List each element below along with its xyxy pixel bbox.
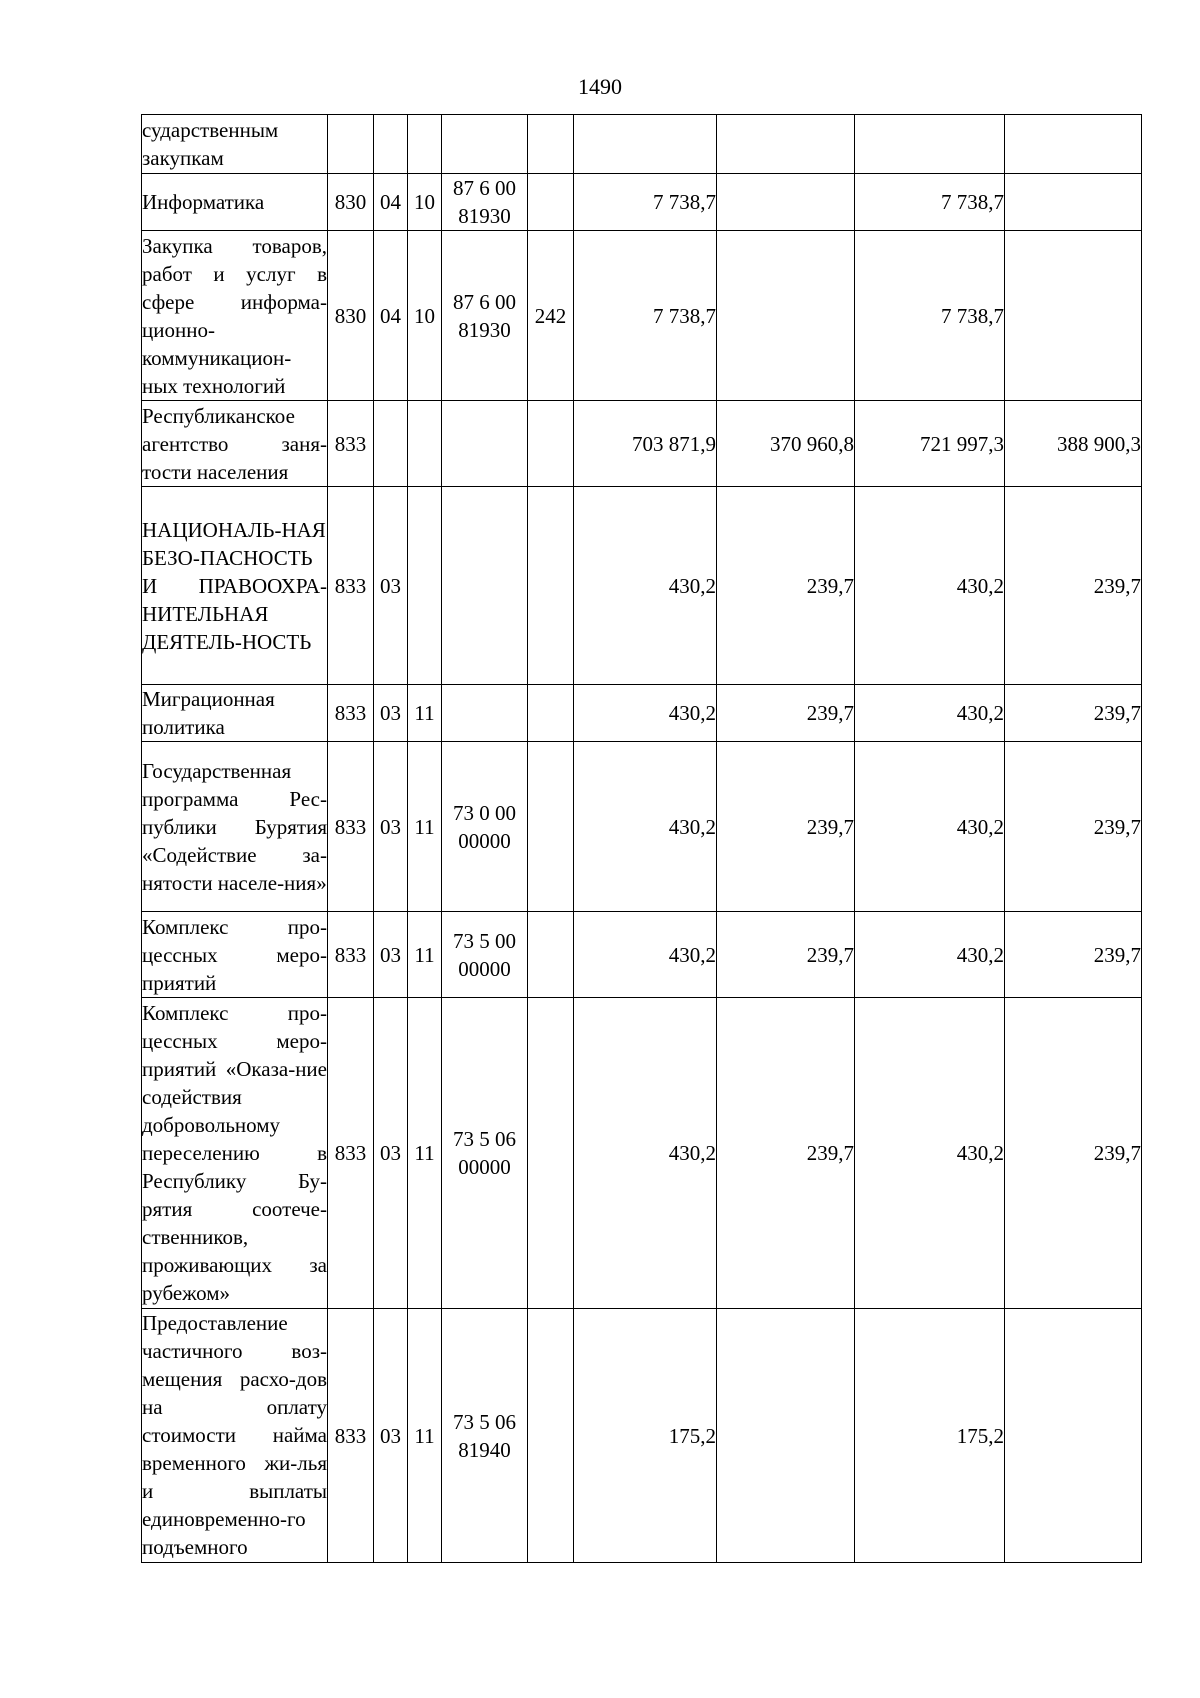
subsection-code-cell: 11 [408, 685, 442, 742]
expense-type-cell [528, 401, 574, 487]
item-name-cell: Республиканское агентство заня-тости населения [142, 401, 328, 487]
table-row [142, 115, 1142, 174]
subsection-code-cell [408, 487, 442, 685]
amount-cell-2: 239,7 [717, 998, 855, 1309]
expense-type-cell [528, 487, 574, 685]
ved-code-cell: 833 [328, 912, 374, 998]
section-code-cell: 03 [374, 742, 408, 912]
table-row [142, 742, 1142, 912]
expense-type-cell [528, 685, 574, 742]
section-code-cell: 03 [374, 1309, 408, 1563]
amount-cell-4: 239,7 [1005, 685, 1142, 742]
amount-cell-4 [1005, 231, 1142, 401]
target-article-line: 81930 [458, 204, 511, 228]
amount-cell-4: 239,7 [1005, 912, 1142, 998]
subsection-code-cell: 10 [408, 174, 442, 231]
ved-code-cell: 833 [328, 998, 374, 1309]
amount-cell-2 [717, 1309, 855, 1563]
target-article-line: 81930 [458, 317, 511, 342]
section-code-cell: 03 [374, 998, 408, 1309]
amount-cell-1: 7 738,7 [574, 231, 717, 401]
ved-code-cell [328, 115, 374, 174]
subsection-code-cell [408, 401, 442, 487]
amount-cell-3: 430,2 [855, 685, 1005, 742]
expense-type-cell [528, 115, 574, 174]
expense-type-cell [528, 174, 574, 231]
amount-cell-1: 430,2 [574, 685, 717, 742]
target-article-cell [442, 1309, 528, 1563]
item-name-cell: Информатика [142, 174, 328, 231]
target-article-cell [442, 231, 528, 401]
ved-code-cell: 833 [328, 487, 374, 685]
amount-cell-4: 239,7 [1005, 998, 1142, 1309]
ved-code-cell: 833 [328, 685, 374, 742]
amount-cell-3: 430,2 [855, 487, 1005, 685]
section-code-cell [374, 115, 408, 174]
amount-cell-3: 430,2 [855, 998, 1005, 1309]
ved-code-cell: 833 [328, 401, 374, 487]
section-code-cell: 04 [374, 231, 408, 401]
expense-type-cell [528, 1309, 574, 1563]
target-article-line: 87 6 00 [453, 176, 516, 200]
amount-cell-3: 7 738,7 [855, 231, 1005, 401]
amount-cell-1: 430,2 [574, 742, 717, 912]
target-article-line: 73 5 00 [453, 928, 516, 953]
amount-cell-2: 239,7 [717, 685, 855, 742]
table-row [142, 685, 1142, 742]
target-article-line: 00000 [458, 828, 511, 853]
amount-cell-3 [855, 115, 1005, 174]
target-article-line: 00000 [458, 956, 511, 981]
amount-cell-2: 239,7 [717, 742, 855, 912]
ved-code-cell: 830 [328, 231, 374, 401]
amount-cell-4 [1005, 174, 1142, 231]
item-name-cell: Комплекс про-цессных меро-приятий [142, 912, 328, 998]
table-row [142, 401, 1142, 487]
ved-code-cell: 833 [328, 742, 374, 912]
table-row [142, 174, 1142, 231]
section-code-cell [374, 401, 408, 487]
expense-type-cell [528, 998, 574, 1309]
amount-cell-1: 430,2 [574, 912, 717, 998]
amount-cell-3: 7 738,7 [855, 174, 1005, 231]
amount-cell-1 [574, 115, 717, 174]
item-name-cell: Закупка товаров, работ и услуг в сфере информа-ционно-коммуникацион-ных технологий [142, 231, 328, 401]
target-article-line: 73 0 00 [453, 800, 516, 825]
amount-cell-3: 175,2 [855, 1309, 1005, 1563]
table-body [142, 115, 1142, 1563]
ved-code-cell: 830 [328, 174, 374, 231]
amount-cell-1: 703 871,9 [574, 401, 717, 487]
table-row [142, 231, 1142, 401]
amount-cell-2 [717, 174, 855, 231]
amount-cell-3: 430,2 [855, 912, 1005, 998]
amount-cell-4 [1005, 115, 1142, 174]
amount-cell-2: 370 960,8 [717, 401, 855, 487]
amount-cell-3: 721 997,3 [855, 401, 1005, 487]
target-article-cell [442, 998, 528, 1309]
target-article-cell [442, 487, 528, 685]
amount-cell-1: 430,2 [574, 998, 717, 1309]
item-name-cell: Миграционная политика [142, 685, 328, 742]
subsection-code-cell: 11 [408, 742, 442, 912]
expense-type-cell: 242 [528, 231, 574, 401]
item-name-cell: Государственная программа Рес-публики Бурятия «Содействие за-нятости населе-ния» [142, 742, 328, 912]
table-row [142, 912, 1142, 998]
amount-cell-2: 239,7 [717, 487, 855, 685]
item-name-cell: Комплекс про-цессных меро-приятий «Оказа-ние содействия добровольному переселению в Республику Бу-рятия соотече-ственников, проживающих за рубежом» [142, 998, 328, 1309]
amount-cell-4: 388 900,3 [1005, 401, 1142, 487]
subsection-code-cell: 11 [408, 912, 442, 998]
subsection-code-cell: 11 [408, 998, 442, 1309]
section-code-cell: 03 [374, 685, 408, 742]
subsection-code-cell: 11 [408, 1309, 442, 1563]
item-name-cell: сударственным закупкам [142, 115, 328, 174]
amount-cell-4: 239,7 [1005, 742, 1142, 912]
section-code-cell: 04 [374, 174, 408, 231]
target-article-line: 73 5 06 [453, 1409, 516, 1434]
amount-cell-1: 175,2 [574, 1309, 717, 1563]
target-article-cell [442, 401, 528, 487]
table-row [142, 998, 1142, 1309]
table-row [142, 1309, 1142, 1563]
amount-cell-4 [1005, 1309, 1142, 1563]
amount-cell-4: 239,7 [1005, 487, 1142, 685]
amount-cell-2: 239,7 [717, 912, 855, 998]
target-article-cell [442, 115, 528, 174]
target-article-line: 87 6 00 [453, 289, 516, 314]
subsection-code-cell [408, 115, 442, 174]
subsection-code-cell: 10 [408, 231, 442, 401]
section-code-cell: 03 [374, 912, 408, 998]
target-article-cell [442, 742, 528, 912]
expense-type-cell [528, 742, 574, 912]
target-article-cell [442, 685, 528, 742]
amount-cell-1: 430,2 [574, 487, 717, 685]
target-article-cell [442, 174, 528, 231]
target-article-line: 00000 [458, 1155, 511, 1179]
target-article-cell [442, 912, 528, 998]
amount-cell-2 [717, 231, 855, 401]
amount-cell-1: 7 738,7 [574, 174, 717, 231]
table-row [142, 487, 1142, 685]
item-name-cell: НАЦИОНАЛЬ-НАЯ БЕЗО-ПАСНОСТЬ И ПРАВООХРА-НИТЕЛЬНАЯ ДЕЯТЕЛЬ-НОСТЬ [142, 487, 328, 685]
budget-table [141, 114, 1142, 1563]
target-article-line: 81940 [458, 1437, 511, 1462]
section-code-cell: 03 [374, 487, 408, 685]
amount-cell-2 [717, 115, 855, 174]
item-name-cell: Предоставление частичного воз-мещения расхо-дов на оплату стоимости найма временного жи-лья и выплаты единовременно-го подъемного [142, 1309, 328, 1563]
page-number: 1490 [578, 74, 622, 99]
amount-cell-3: 430,2 [855, 742, 1005, 912]
target-article-line: 73 5 06 [453, 1127, 516, 1151]
expense-type-cell [528, 912, 574, 998]
ved-code-cell: 833 [328, 1309, 374, 1563]
